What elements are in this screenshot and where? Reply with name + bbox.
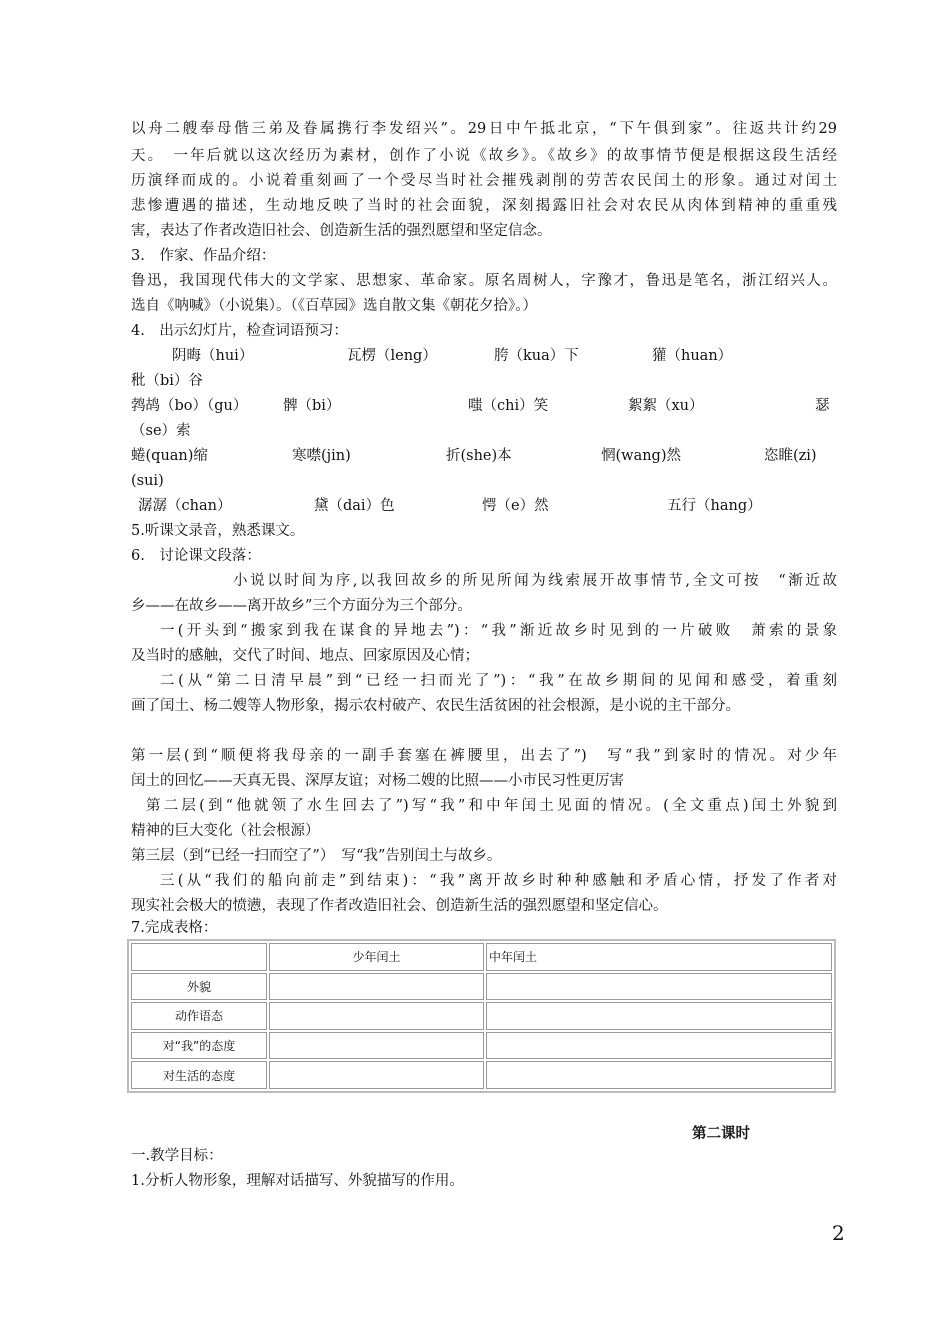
vocab-item: 惘(wang)然 [601,448,681,464]
intro-line-3: 历演绎而成的。小说着重刻画了一个受尽当时社会摧残剥削的劳苦农民闰土的形象。通过对闰土 [131,173,837,189]
layer-2-line-b: 精神的巨大变化（社会根源） [131,823,320,839]
page-number: 2 [832,1221,845,1245]
vocab-item: 絮絮（xu） [628,398,704,414]
table-row [131,1032,832,1060]
teaching-goal-heading: 一.教学目标： [131,1148,223,1164]
layer-2-line-a: 第二层(到“他就领了水生回去了”)写“我”和中年闰土见面的情况。(全文重点)闰土外貌到 [146,798,837,814]
vocab-item: 蜷(quan)缩 [131,448,208,464]
intro-line-5: 害，表达了作者改造旧社会、创造新生活的强烈愿望和坚定信念。 [131,223,552,239]
layer-3-line: 第三层（到“已经一扫而空了”） 写“我”告别闰土与故乡。 [131,848,502,864]
vocab-item: （se）索 [131,423,191,439]
table-row [131,973,832,1001]
intro-line-2: 天。 一年后就以这次经历为素材，创作了小说《故乡》。《故乡》的故事情节便是根据这段生活经 [131,148,837,164]
table-cell[interactable] [269,1061,484,1089]
vocab-item: 恣睢(zi) [764,448,817,464]
section-7-heading: 7.完成表格： [131,920,218,936]
table-row [131,1061,832,1089]
row-label: 动作语态 [131,1002,267,1030]
part-2-line-b: 画了闰土、杨二嫂等人物形象，揭示农村破产、农民生活贫困的社会根源，是小说的主干部分。 [131,698,740,714]
table-cell[interactable] [269,973,484,1001]
vocab-item: 愕（e）然 [482,498,549,514]
table-row [131,1002,832,1030]
vocab-item: 阴晦（hui） [172,348,254,364]
intro-line-4: 悲惨遭遇的描述，生动地反映了当时的社会面貌，深刻揭露旧社会对农民从肉体到精神的重重残 [131,198,837,214]
section-3-line-1: 鲁迅，我国现代伟大的文学家、思想家、革命家。原名周树人，字豫才，鲁迅是笔名，浙江绍兴人。 [131,273,837,289]
vocab-item: 嗤（chi）笑 [468,398,549,414]
row-label: 对“我”的态度 [131,1032,267,1060]
table-cell [131,943,267,971]
section-4-heading: 4. 出示幻灯片，检查词语预习： [131,323,348,339]
table-cell[interactable] [486,973,832,1001]
teaching-goal-1: 1.分析人物形象，理解对话描写、外貌描写的作用。 [131,1173,464,1189]
section-3-line-2: 选自《呐喊》（小说集）。（《百草园》选自散文集《朝花夕拾》。） [131,298,537,314]
part-3-line-b: 现实社会极大的愤懑，表现了作者改造旧社会、创造新生活的强烈愿望和坚定信心。 [131,898,668,914]
layer-1-line-a: 第一层(到“顺便将我母亲的一副手套塞在裤腰里，出去了”) 写“我”到家时的情况。对少年 [131,748,837,764]
table-cell[interactable] [486,1061,832,1089]
vocab-item: 胯（kua）下 [494,348,579,364]
vocab-item: 折(she)本 [446,448,512,464]
vocab-item: 黛（dai）色 [314,498,395,514]
table-header-row [131,943,832,971]
table-cell[interactable] [269,1032,484,1060]
row-label: 对生活的态度 [131,1061,267,1089]
part-1-line-a: 一(开头到“搬家到我在谋食的异地去”)：“我”渐近故乡时见到的一片破败 萧索的景象 [160,623,837,639]
table-header-young-runtu: 少年闰土 [269,943,484,971]
vocab-item: 髀（bi） [283,398,341,414]
layer-1-line-b: 闰土的回忆——天真无畏、深厚友谊；对杨二嫂的比照——小市民习性更厉害 [131,773,624,789]
vocab-item: (sui) [131,473,164,489]
vocab-item: 瑟 [815,398,830,414]
table-cell[interactable] [486,1032,832,1060]
vocab-item: 瓦楞（leng） [347,348,437,364]
part-2-line-a: 二(从“第二日清早晨”到“已经一扫而光了”)：“我”在故乡期间的见闻和感受，着重刻 [160,673,837,689]
row-label: 外貌 [131,973,267,1001]
part-1-line-b: 及当时的感触，交代了时间、地点、回家原因及心情； [131,648,479,664]
vocab-item: 寒噤(jin) [292,448,351,464]
section-6-para-1a: 小说以时间为序,以我回故乡的所见所闻为线索展开故事情节,全文可按 “渐近故 [233,573,837,589]
vocab-item: 五行（hang） [667,498,762,514]
vocab-item: 潺潺（chan） [138,498,232,514]
lesson-2-title: 第二课时 [692,1125,750,1142]
comparison-table [127,939,836,1093]
table-cell[interactable] [486,1002,832,1030]
part-3-line-a: 三(从“我们的船向前走”到结束)：“我”离开故乡时种种感触和矛盾心情，抒发了作者对 [160,873,837,889]
section-5-line: 5.听课文录音，熟悉课文。 [131,523,305,539]
table-header-middle-runtu: 中年闰土 [486,943,832,971]
table-cell[interactable] [269,1002,484,1030]
section-3-heading: 3. 作家、作品介绍： [131,248,276,264]
section-6-para-1b: 乡——在故乡——离开故乡”三个方面分为三个部分。 [131,598,472,614]
vocab-item: 秕（bi）谷 [131,373,203,389]
section-6-heading: 6. 讨论课文段落： [131,548,261,564]
vocab-item: 鹁鸪（bo）（gu） [131,398,248,414]
vocab-item: 獾（huan） [652,348,733,364]
intro-line-1: 以舟二艘奉母偕三弟及眷属携行李发绍兴”。29日中午抵北京，“下午俱到家”。往返共计约29 [131,121,837,137]
